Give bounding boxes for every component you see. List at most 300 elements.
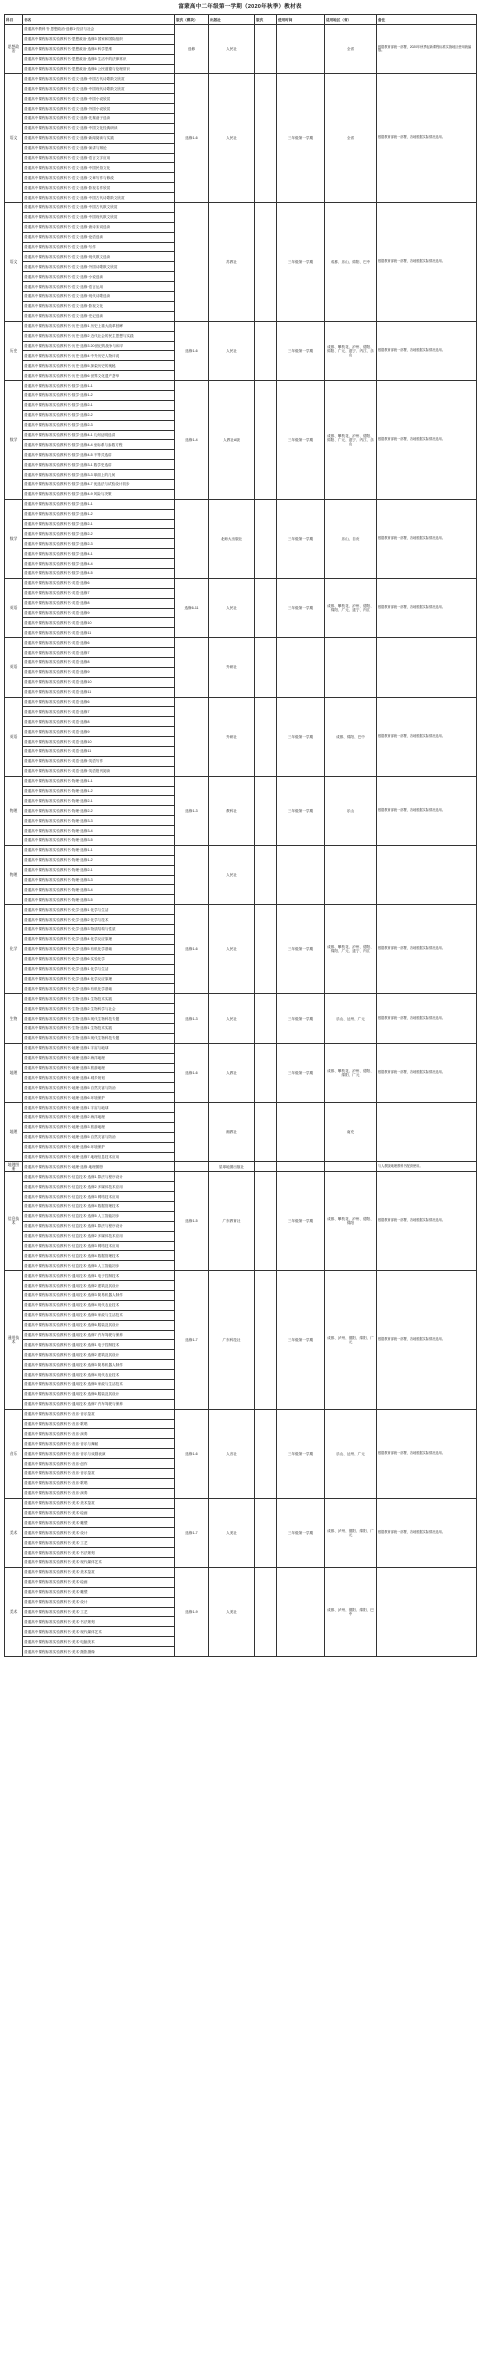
- book-title-cell: 普通高中课程标准实验教科书·英语·选修11: [23, 687, 175, 697]
- region-cell: 南充: [325, 1103, 377, 1162]
- table-row: [5, 74, 477, 84]
- table-row: [5, 25, 477, 35]
- book-title-cell: 普通高中课程标准实验教科书·数学·选修4-1: [23, 549, 175, 559]
- book-title-cell: 普通高中课程标准实验教科书·地理·选修1 宇宙与地球: [23, 1103, 175, 1113]
- region-cell: 成都、乐山、绵阳、巴中: [325, 203, 377, 322]
- note-cell: 根据教育部统一部署，各地根据实际情况选用。: [377, 499, 477, 578]
- col-module-header: 版次（模块）: [175, 15, 209, 25]
- book-title-cell: 普通高中课程标准实验教科书·音乐·音乐鉴赏: [23, 1469, 175, 1479]
- module-cell: 选修1-6: [175, 321, 209, 380]
- region-cell: 成都、绵阳、巴中: [325, 697, 377, 776]
- book-title-cell: 普通高中课程标准实验教科书·语文·选修·小说选读: [23, 272, 175, 282]
- book-title-cell: 普通高中课程标准实验教科书·生物·选修3 现代生物科技专题: [23, 1033, 175, 1043]
- module-cell: [175, 499, 209, 578]
- book-title-cell: 普通高中课程标准实验教科书·地理·选修2 海洋地理: [23, 1112, 175, 1122]
- publisher-cell: 星球地图出版社: [209, 1162, 255, 1172]
- note-cell: 与人教版地理教科书配套使用。: [377, 1162, 477, 1172]
- book-title-cell: 普通高中课程标准实验教科书·音乐·音乐鉴赏: [23, 1409, 175, 1419]
- book-title-cell: 普通高中课程标准实验教科书·美术·书法篆刻: [23, 1548, 175, 1558]
- book-title-cell: 普通高中课程标准实验教科书·数学·选修4-5: [23, 568, 175, 578]
- subject-cell: 信息技术: [5, 1172, 23, 1271]
- module-cell: [175, 697, 209, 776]
- region-cell: 成都、泸州、德阳、绵阳、广元: [325, 1498, 377, 1567]
- module-cell: 选修1-4: [175, 381, 209, 500]
- module-cell: 选修1-7: [175, 1498, 209, 1567]
- use-time-cell: [277, 638, 325, 697]
- book-title-cell: 普通高中课程标准实验教科书·美术·绘画: [23, 1577, 175, 1587]
- subject-cell: 美术: [5, 1498, 23, 1567]
- module-cell: 选修1-6: [175, 905, 209, 994]
- edition-cell: [255, 638, 277, 697]
- use-time-cell: [277, 1567, 325, 1656]
- module-cell: 选修1-5: [175, 1172, 209, 1271]
- book-title-cell: 普通高中课程标准实验教科书·物理·选修3-5: [23, 895, 175, 905]
- subject-cell: 语文: [5, 74, 23, 203]
- book-title-cell: 普通高中课程标准实验教科书·音乐·音乐与舞蹈: [23, 1439, 175, 1449]
- book-title-cell: 普通高中课程标准实验教科书·数学·选修4-5 不等式选讲: [23, 450, 175, 460]
- book-title-cell: 普通高中课程标准实验教科书·美术·现代媒体艺术: [23, 1558, 175, 1568]
- book-title-cell: 普通高中课程标准实验教科书·语文·选修·影视文化: [23, 301, 175, 311]
- table-row: [5, 1162, 477, 1172]
- book-title-cell: 普通高中课程标准实验教科书·思想政治·选修6 公民道德与伦理常识: [23, 64, 175, 74]
- use-time-cell: 三年级第一学期: [277, 203, 325, 322]
- table-row: [5, 638, 477, 648]
- book-title-cell: 普通高中课程标准实验教科书·数学·选修1-1: [23, 381, 175, 391]
- book-title-cell: 普通高中课程标准实验教科书·数学·选修1-2: [23, 390, 175, 400]
- use-time-cell: 三年级第一学期: [277, 321, 325, 380]
- book-title-cell: 普通高中课程标准实验教科书·语文·选修·语言文字应用: [23, 153, 175, 163]
- use-time-cell: 三年级第一学期: [277, 74, 325, 203]
- note-cell: [377, 1103, 477, 1162]
- book-title-cell: 普通高中课程标准实验教科书·美术·设计: [23, 1597, 175, 1607]
- book-title-cell: 普通高中课程标准实验教科书·数学·选修1-1: [23, 499, 175, 509]
- book-title-cell: 普通高中教科书·思想政治·选修1·经济与社会: [23, 25, 175, 35]
- region-cell: 乐山、达州、广元: [325, 1409, 377, 1498]
- book-title-cell: 普通高中课程标准实验教科书·英语·选修9: [23, 608, 175, 618]
- book-title-cell: 普通高中课程标准实验教科书·数学·选修2-3: [23, 420, 175, 430]
- book-title-cell: 普通高中课程标准实验教科书·音乐·音乐与戏剧表演: [23, 1449, 175, 1459]
- table-row: [5, 1103, 477, 1113]
- col-note-header: 备注: [377, 15, 477, 25]
- module-cell: 选修6-11: [175, 578, 209, 637]
- book-title-cell: 普通高中课程标准实验教科书·物理·选修1-2: [23, 786, 175, 796]
- region-cell: [325, 638, 377, 697]
- use-time-cell: 三年级第一学期: [277, 1172, 325, 1271]
- note-cell: 根据教育部统一部署，各地根据实际情况选用。: [377, 994, 477, 1043]
- book-title-cell: 普通高中课程标准实验教科书·语文·选修·外国小说欣赏: [23, 104, 175, 114]
- module-cell: [175, 638, 209, 697]
- book-title-cell: 普通高中课程标准实验教科书·英语·选修·英语报刊阅读: [23, 766, 175, 776]
- book-title-cell: 普通高中课程标准实验教科书·生物·选修1 生物技术实践: [23, 1023, 175, 1033]
- book-title-cell: 普通高中课程标准实验教科书·信息技术·选修1 算法与程序设计: [23, 1221, 175, 1231]
- subject-cell: 地理: [5, 1043, 23, 1102]
- subject-cell: 物理: [5, 845, 23, 904]
- book-title-cell: 普通高中课程标准实验教科书·通用技术·选修4 现代农业技术: [23, 1300, 175, 1310]
- note-cell: 根据教育部统一部署，各地根据实际情况选用。: [377, 1498, 477, 1567]
- col-region-header: 适用地区（省）: [325, 15, 377, 25]
- book-title-cell: 普通高中课程标准实验教科书·英语·选修8: [23, 658, 175, 668]
- publisher-cell: 广东科技社: [209, 1271, 255, 1409]
- edition-cell: [255, 1172, 277, 1271]
- region-cell: 乐山、达州、广元: [325, 994, 377, 1043]
- book-title-cell: 普通高中课程标准实验教科书·通用技术·选修7 汽车驾驶与保养: [23, 1330, 175, 1340]
- book-title-cell: 普通高中课程标准实验教科书·英语·选修6: [23, 638, 175, 648]
- note-cell: 根据教育部统一部署，各地根据实际情况选用。: [377, 776, 477, 845]
- book-title-cell: 普通高中课程标准实验教科书·信息技术·选修2 多媒体技术应用: [23, 1182, 175, 1192]
- book-title-cell: 普通高中课程标准实验教科书·语文·选修·中国文化经典研读: [23, 123, 175, 133]
- book-title-cell: 普通高中课程标准实验教科书·数学·选修2-2: [23, 410, 175, 420]
- publisher-cell: 人美社: [209, 1567, 255, 1656]
- col-publisher-header: 出版社: [209, 15, 255, 25]
- book-title-cell: 普通高中课程标准实验教科书·化学·选修4 化学反应原理: [23, 974, 175, 984]
- book-title-cell: 普通高中课程标准实验教科书·物理·选修1-1: [23, 776, 175, 786]
- book-title-cell: 普通高中课程标准实验教科书·信息技术·选修5 人工智能初步: [23, 1211, 175, 1221]
- book-title-cell: 普通高中课程标准实验教科书·物理·选修2-2: [23, 806, 175, 816]
- book-title-cell: 普通高中课程标准实验教科书·英语·选修·英语写作: [23, 756, 175, 766]
- module-cell: 选修: [175, 25, 209, 74]
- book-title-cell: 普通高中课程标准实验教科书·通用技术·选修2 建筑及其设计: [23, 1350, 175, 1360]
- book-title-cell: 普通高中课程标准实验教科书·语文·选修·中国民俗文化: [23, 163, 175, 173]
- col-edition-header: 版次: [255, 15, 277, 25]
- book-title-cell: 普通高中课程标准实验教科书·生物·选修3 现代生物科技专题: [23, 1014, 175, 1024]
- table-row: [5, 203, 477, 213]
- book-title-cell: 普通高中课程标准实验教科书·美术·工艺: [23, 1538, 175, 1548]
- use-time-cell: 三年级第一学期: [277, 1043, 325, 1102]
- book-title-cell: 普通高中课程标准实验教科书·地理·选修 地理图册: [23, 1162, 175, 1172]
- book-title-cell: 普通高中课程标准实验教科书·美术·美术鉴赏: [23, 1567, 175, 1577]
- table-row: [5, 1271, 477, 1281]
- subject-cell: 通用技术: [5, 1271, 23, 1409]
- book-title-cell: 普通高中课程标准实验教科书·语文·选修·中国古代诗歌散文欣赏: [23, 74, 175, 84]
- module-cell: 选修1-3: [175, 776, 209, 845]
- book-title-cell: 普通高中课程标准实验教科书·数学·选修2-2: [23, 529, 175, 539]
- edition-cell: [255, 203, 277, 322]
- table-row: [5, 1498, 477, 1508]
- note-cell: 根据教育部统一部署，各地根据实际情况选用。: [377, 1043, 477, 1102]
- book-title-cell: 普通高中课程标准实验教科书·美术·绘画: [23, 1508, 175, 1518]
- book-title-cell: 普通高中课程标准实验教科书·数学·选修3-1 数学史选讲: [23, 460, 175, 470]
- publisher-cell: 人美社: [209, 1498, 255, 1567]
- book-title-cell: 普通高中课程标准实验教科书·地理·选修7 地理信息技术应用: [23, 1152, 175, 1162]
- book-title-cell: 普通高中课程标准实验教科书·化学·选修5 有机化学基础: [23, 984, 175, 994]
- book-title-cell: 普通高中课程标准实验教科书·地理·选修3 旅游地理: [23, 1122, 175, 1132]
- note-cell: 根据教育部统一部署，各地根据实际情况选用。: [377, 578, 477, 637]
- publisher-cell: 人民社: [209, 25, 255, 74]
- book-title-cell: 普通高中课程标准实验教科书·语文·选修·文章写作与修改: [23, 173, 175, 183]
- use-time-cell: 三年级第一学期: [277, 697, 325, 776]
- book-title-cell: 普通高中课程标准实验教科书·物理·选修1-2: [23, 855, 175, 865]
- edition-cell: [255, 1409, 277, 1498]
- publisher-cell: 人民社: [209, 845, 255, 904]
- use-time-cell: 三年级第一学期: [277, 994, 325, 1043]
- note-cell: 根据教育部统一部署，各地根据实际情况选用。: [377, 1271, 477, 1409]
- region-cell: [325, 845, 377, 904]
- book-title-cell: 普通高中课程标准实验教科书·语文·选修·中国古代诗歌散文欣赏: [23, 193, 175, 203]
- document-title: 富蒙高中二年级第一学期（2020年秋季）教材表: [178, 4, 302, 10]
- book-title-cell: 普通高中课程标准实验教科书·数学·选修4-4 坐标系与参数方程: [23, 440, 175, 450]
- region-cell: 全省: [325, 74, 377, 203]
- book-title-cell: 普通高中课程标准实验教科书·化学·选修4 化学反应原理: [23, 934, 175, 944]
- subject-cell: 数学: [5, 381, 23, 500]
- region-cell: 成都、攀枝花、泸州、德阳、绵阳、广元、遂宁、内江、乐山: [325, 381, 377, 500]
- book-title-cell: 普通高中课程标准实验教科书·历史·选修3 20世纪的战争与和平: [23, 341, 175, 351]
- book-title-cell: 普通高中课程标准实验教科书·地理·选修2 海洋地理: [23, 1053, 175, 1063]
- book-title-cell: 普通高中课程标准实验教科书·语文·选修·中国小说欣赏: [23, 94, 175, 104]
- table-row: [5, 321, 477, 331]
- book-title-cell: 普通高中课程标准实验教科书·信息技术·选修4 数据管理技术: [23, 1251, 175, 1261]
- book-title-cell: 普通高中课程标准实验教科书·语文·选修·唐诗宋词选读: [23, 222, 175, 232]
- table-row: [5, 994, 477, 1004]
- edition-cell: [255, 1162, 277, 1172]
- edition-cell: [255, 1043, 277, 1102]
- edition-cell: [255, 381, 277, 500]
- book-title-cell: 普通高中课程标准实验教科书·信息技术·选修4 数据管理技术: [23, 1201, 175, 1211]
- note-cell: 根据教育部统一部署，各地根据实际情况选用。: [377, 697, 477, 776]
- book-title-cell: 普通高中课程标准实验教科书·物理·选修2-1: [23, 865, 175, 875]
- publisher-cell: 人民社: [209, 74, 255, 203]
- module-cell: 选修1-9: [175, 1567, 209, 1656]
- module-cell: 选修1-7: [175, 1271, 209, 1409]
- subject-cell: 美术: [5, 1567, 23, 1656]
- subject-cell: 音乐: [5, 1409, 23, 1498]
- region-cell: 成都、攀枝花、泸州、德阳、绵阳、广元、遂宁、内江: [325, 578, 377, 637]
- book-title-cell: 普通高中课程标准实验教科书·通用技术·选修2 建筑及其设计: [23, 1281, 175, 1291]
- publisher-cell: 人民社: [209, 321, 255, 380]
- book-title-cell: 普通高中课程标准实验教科书·通用技术·选修7 汽车驾驶与保养: [23, 1399, 175, 1409]
- book-title-cell: 普通高中课程标准实验教科书·历史·选修2 近代社会的民主思想与实践: [23, 331, 175, 341]
- book-title-cell: 普通高中课程标准实验教科书·美术·摄影摄像: [23, 1647, 175, 1657]
- note-cell: 根据教育部统一部署，各地根据实际情况选用。: [377, 203, 477, 322]
- book-title-cell: 普通高中课程标准实验教科书·通用技术·选修5 家政与生活技术: [23, 1380, 175, 1390]
- book-title-cell: 普通高中课程标准实验教科书·数学·选修2-3: [23, 539, 175, 549]
- region-cell: 成都、攀枝花、泸州、德阳、绵阳、广元: [325, 1043, 377, 1102]
- edition-cell: [255, 578, 277, 637]
- subject-cell: 生物: [5, 994, 23, 1043]
- table-row: [5, 499, 477, 509]
- book-title-cell: 普通高中课程标准实验教科书·思想政治·选修5 生活中的法律常识: [23, 54, 175, 64]
- use-time-cell: 三年级第一学期: [277, 905, 325, 994]
- note-cell: 根据教育部统一部署，各地根据实际情况选用。: [377, 905, 477, 994]
- book-title-cell: 普通高中课程标准实验教科书·化学·选修2 化学与技术: [23, 915, 175, 925]
- note-cell: 根据教育部统一部署，2020年秋季起新课程标准实施地区使用统编版。: [377, 25, 477, 74]
- book-title-cell: 普通高中课程标准实验教科书·数学·选修2-1: [23, 519, 175, 529]
- publisher-cell: 人音社: [209, 1409, 255, 1498]
- book-title-cell: 普通高中课程标准实验教科书·历史·选修1 历史上重大改革回眸: [23, 321, 175, 331]
- module-cell: 选修1-3: [175, 994, 209, 1043]
- book-title-cell: 普通高中课程标准实验教科书·音乐·创作: [23, 1459, 175, 1469]
- document-sheet: [4, 0, 476, 1657]
- region-cell: 成都、攀枝花、泸州、德阳、绵阳、广元、遂宁、内江: [325, 905, 377, 994]
- book-title-cell: 普通高中课程标准实验教科书·数学·选修4-7 优选法与试验设计初步: [23, 479, 175, 489]
- subject-cell: 地理图册: [5, 1162, 23, 1172]
- use-time-cell: [277, 845, 325, 904]
- publisher-cell: 教科社: [209, 776, 255, 845]
- book-title-cell: 普通高中课程标准实验教科书·信息技术·选修2 多媒体技术应用: [23, 1231, 175, 1241]
- col-time-header: 使用时间: [277, 15, 325, 25]
- table-row: [5, 1043, 477, 1053]
- book-title-cell: 普通高中课程标准实验教科书·语文·选修·语言运用: [23, 282, 175, 292]
- book-title-cell: 普通高中课程标准实验教科书·通用技术·选修6 服装及其设计: [23, 1389, 175, 1399]
- note-cell: [377, 1567, 477, 1656]
- module-cell: 选修1-6: [175, 1409, 209, 1498]
- publisher-cell: 外研社: [209, 697, 255, 776]
- book-title-cell: 普通高中课程标准实验教科书·英语·选修11: [23, 628, 175, 638]
- module-cell: [175, 1103, 209, 1162]
- book-title-cell: 普通高中课程标准实验教科书·美术·现代媒体艺术: [23, 1627, 175, 1637]
- book-title-cell: 普通高中课程标准实验教科书·通用技术·选修1 电子控制技术: [23, 1271, 175, 1281]
- use-time-cell: [277, 1162, 325, 1172]
- book-title-cell: 普通高中课程标准实验教科书·美术·美术鉴赏: [23, 1498, 175, 1508]
- book-title-cell: 普通高中课程标准实验教科书·语文·选修·演讲与辩论: [23, 143, 175, 153]
- publisher-cell: 人民社: [209, 994, 255, 1043]
- book-title-cell: 普通高中课程标准实验教科书·思想政治·选修4 科学思维: [23, 44, 175, 54]
- module-cell: 选修1-6: [175, 74, 209, 203]
- book-title-cell: 普通高中课程标准实验教科书·音乐·演奏: [23, 1429, 175, 1439]
- module-cell: 选修1-6: [175, 1043, 209, 1102]
- book-title-cell: 普通高中课程标准实验教科书·美术·雕塑: [23, 1587, 175, 1597]
- use-time-cell: [277, 25, 325, 74]
- note-cell: 根据教育部统一部署，各地根据实际情况选用。: [377, 74, 477, 203]
- region-cell: 乐山、自贡: [325, 499, 377, 578]
- edition-cell: [255, 74, 277, 203]
- book-title-cell: 普通高中课程标准实验教科书·物理·选修3-4: [23, 885, 175, 895]
- book-title-cell: 普通高中课程标准实验教科书·英语·选修7: [23, 648, 175, 658]
- book-title-cell: 普通高中课程标准实验教科书·语文·选修·写作: [23, 242, 175, 252]
- book-title-cell: 普通高中课程标准实验教科书·英语·选修7: [23, 588, 175, 598]
- edition-cell: [255, 1498, 277, 1567]
- book-title-cell: 普通高中课程标准实验教科书·语文·选修·先秦诸子选读: [23, 114, 175, 124]
- header-row: [5, 15, 477, 25]
- use-time-cell: 三年级第一学期: [277, 381, 325, 500]
- book-title-cell: 普通高中课程标准实验教科书·地理·选修5 自然灾害与防治: [23, 1083, 175, 1093]
- book-title-cell: 普通高中课程标准实验教科书·物理·选修1-1: [23, 845, 175, 855]
- book-title-cell: 普通高中课程标准实验教科书·物理·选修2-1: [23, 796, 175, 806]
- module-cell: [175, 1162, 209, 1172]
- note-cell: 根据教育部统一部署，各地根据实际情况选用。: [377, 381, 477, 500]
- book-title-cell: 普通高中课程标准实验教科书·通用技术·选修4 现代农业技术: [23, 1370, 175, 1380]
- edition-cell: [255, 1103, 277, 1162]
- use-time-cell: 三年级第一学期: [277, 1271, 325, 1409]
- publisher-cell: 人教社: [209, 1043, 255, 1102]
- book-title-cell: 普通高中课程标准实验教科书·语文·选修·外国诗歌散文欣赏: [23, 262, 175, 272]
- book-title-cell: 普通高中课程标准实验教科书·英语·选修10: [23, 737, 175, 747]
- book-title-cell: 普通高中课程标准实验教科书·英语·选修7: [23, 707, 175, 717]
- book-title-cell: 普通高中课程标准实验教科书·物理·选修3-3: [23, 875, 175, 885]
- note-cell: [377, 845, 477, 904]
- book-title-cell: 普通高中课程标准实验教科书·语文·选修·中国古代散文欣赏: [23, 203, 175, 213]
- edition-cell: [255, 845, 277, 904]
- edition-cell: [255, 697, 277, 776]
- book-title-cell: 普通高中课程标准实验教科书·英语·选修11: [23, 747, 175, 757]
- book-title-cell: 普通高中课程标准实验教科书·通用技术·选修6 服装及其设计: [23, 1320, 175, 1330]
- book-title-cell: 普通高中课程标准实验教科书·地理·选修6 环境保护: [23, 1093, 175, 1103]
- book-title-cell: 普通高中课程标准实验教科书·语文·选修·史记选读: [23, 311, 175, 321]
- book-title-cell: 普通高中课程标准实验教科书·通用技术·选修5 家政与生活技术: [23, 1310, 175, 1320]
- book-title-cell: 普通高中课程标准实验教科书·英语·选修6: [23, 578, 175, 588]
- subject-cell: 历史: [5, 321, 23, 380]
- book-title-cell: 普通高中课程标准实验教科书·美术·雕塑: [23, 1518, 175, 1528]
- edition-cell: [255, 776, 277, 845]
- col-book-header: 书名: [23, 15, 175, 25]
- book-title-cell: 普通高中课程标准实验教科书·信息技术·选修5 人工智能初步: [23, 1261, 175, 1271]
- book-title-cell: 普通高中课程标准实验教科书·化学·选修1 化学与生活: [23, 964, 175, 974]
- book-title-cell: 普通高中课程标准实验教科书·英语·选修8: [23, 598, 175, 608]
- book-title-cell: 普通高中课程标准实验教科书·数学·选修4-4: [23, 559, 175, 569]
- book-title-cell: 普通高中课程标准实验教科书·通用技术·选修1 电子控制技术: [23, 1340, 175, 1350]
- book-title-cell: 普通高中课程标准实验教科书·地理·选修5 自然灾害与防治: [23, 1132, 175, 1142]
- region-cell: 成都、攀枝花、泸州、德阳、绵阳、广元、遂宁、内江、乐山: [325, 321, 377, 380]
- use-time-cell: 三年级第一学期: [277, 1498, 325, 1567]
- region-cell: 全省: [325, 25, 377, 74]
- col-subject-header: 科目: [5, 15, 23, 25]
- publisher-cell: 湘教社: [209, 1103, 255, 1162]
- book-title-cell: 普通高中课程标准实验教科书·数学·选修4-9 风险与决策: [23, 489, 175, 499]
- table-row: [5, 381, 477, 391]
- book-title-cell: 普通高中课程标准实验教科书·地理·选修1 宇宙与地球: [23, 1043, 175, 1053]
- publisher-cell: 人民社: [209, 905, 255, 994]
- book-title-cell: 普通高中课程标准实验教科书·物理·选修3-5: [23, 836, 175, 846]
- book-title-cell: 普通高中课程标准实验教科书·语文·选修·现代诗歌选读: [23, 292, 175, 302]
- table-row: [5, 697, 477, 707]
- edition-cell: [255, 321, 277, 380]
- book-title-cell: 普通高中课程标准实验教科书·思想政治·选修3 国家和国际组织: [23, 34, 175, 44]
- book-title-cell: 普通高中课程标准实验教科书·物理·选修3-4: [23, 826, 175, 836]
- book-title-cell: 普通高中课程标准实验教科书·历史·选修6 世界文化遗产荟萃: [23, 371, 175, 381]
- book-title-cell: 普通高中课程标准实验教科书·音乐·演奏: [23, 1488, 175, 1498]
- book-title-cell: 普通高中课程标准实验教科书·美术·设计: [23, 1528, 175, 1538]
- note-cell: 根据教育部统一部署，各地根据实际情况选用。: [377, 1172, 477, 1271]
- note-cell: 根据教育部统一部署，各地根据实际情况选用。: [377, 1409, 477, 1498]
- subject-cell: 英语: [5, 578, 23, 637]
- use-time-cell: 三年级第一学期: [277, 578, 325, 637]
- book-title-cell: 普通高中课程标准实验教科书·物理·选修3-3: [23, 816, 175, 826]
- book-title-cell: 普通高中课程标准实验教科书·信息技术·选修3 网络技术应用: [23, 1192, 175, 1202]
- book-title-cell: 普通高中课程标准实验教科书·通用技术·选修3 简易机器人制作: [23, 1291, 175, 1301]
- book-title-cell: 普通高中课程标准实验教科书·美术·工艺: [23, 1607, 175, 1617]
- publisher-cell: 人民社: [209, 578, 255, 637]
- book-title-cell: 普通高中课程标准实验教科书·语文·选修·中国现代诗歌散文欣赏: [23, 84, 175, 94]
- book-title-cell: 普通高中课程标准实验教科书·化学·选修1 化学与生活: [23, 905, 175, 915]
- book-title-cell: 普通高中课程标准实验教科书·地理·选修6 环境保护: [23, 1142, 175, 1152]
- book-title-cell: 普通高中课程标准实验教科书·语文·选修·新闻阅读与实践: [23, 133, 175, 143]
- book-title-cell: 普通高中课程标准实验教科书·通用技术·选修3 简易机器人制作: [23, 1360, 175, 1370]
- table-body: [5, 25, 477, 1657]
- table-row: [5, 845, 477, 855]
- edition-cell: [255, 994, 277, 1043]
- book-title-cell: 普通高中课程标准实验教科书·音乐·歌唱: [23, 1419, 175, 1429]
- book-title-cell: 普通高中课程标准实验教科书·化学·选修6 实验化学: [23, 954, 175, 964]
- module-cell: [175, 203, 209, 322]
- book-title-cell: 普通高中课程标准实验教科书·地理·选修4 城乡规划: [23, 1073, 175, 1083]
- book-title-cell: 普通高中课程标准实验教科书·英语·选修6: [23, 697, 175, 707]
- book-title-cell: 普通高中课程标准实验教科书·信息技术·选修3 网络技术应用: [23, 1241, 175, 1251]
- edition-cell: [255, 1567, 277, 1656]
- region-cell: 成都、攀枝花、泸州、德阳、绵阳: [325, 1172, 377, 1271]
- book-title-cell: 普通高中课程标准实验教科书·信息技术·选修1 算法与程序设计: [23, 1172, 175, 1182]
- note-cell: [377, 638, 477, 697]
- book-title-cell: 普通高中课程标准实验教科书·历史·选修4 中外历史人物评说: [23, 351, 175, 361]
- region-cell: 成都、泸州、德阳、绵阳、广元: [325, 1271, 377, 1409]
- publisher-cell: 北师大出版社: [209, 499, 255, 578]
- table-row: [5, 776, 477, 786]
- book-title-cell: 普通高中课程标准实验教科书·音乐·歌唱: [23, 1478, 175, 1488]
- book-title-cell: 普通高中课程标准实验教科书·语文·选修·现代散文选读: [23, 252, 175, 262]
- book-title-cell: 普通高中课程标准实验教科书·语文·选修·论语选读: [23, 232, 175, 242]
- use-time-cell: 三年级第一学期: [277, 776, 325, 845]
- region-cell: 成都、泸州、德阳、绵阳、巴中: [325, 1567, 377, 1656]
- publisher-cell: 苏教社: [209, 203, 255, 322]
- book-title-cell: 普通高中课程标准实验教科书·地理·选修3 旅游地理: [23, 1063, 175, 1073]
